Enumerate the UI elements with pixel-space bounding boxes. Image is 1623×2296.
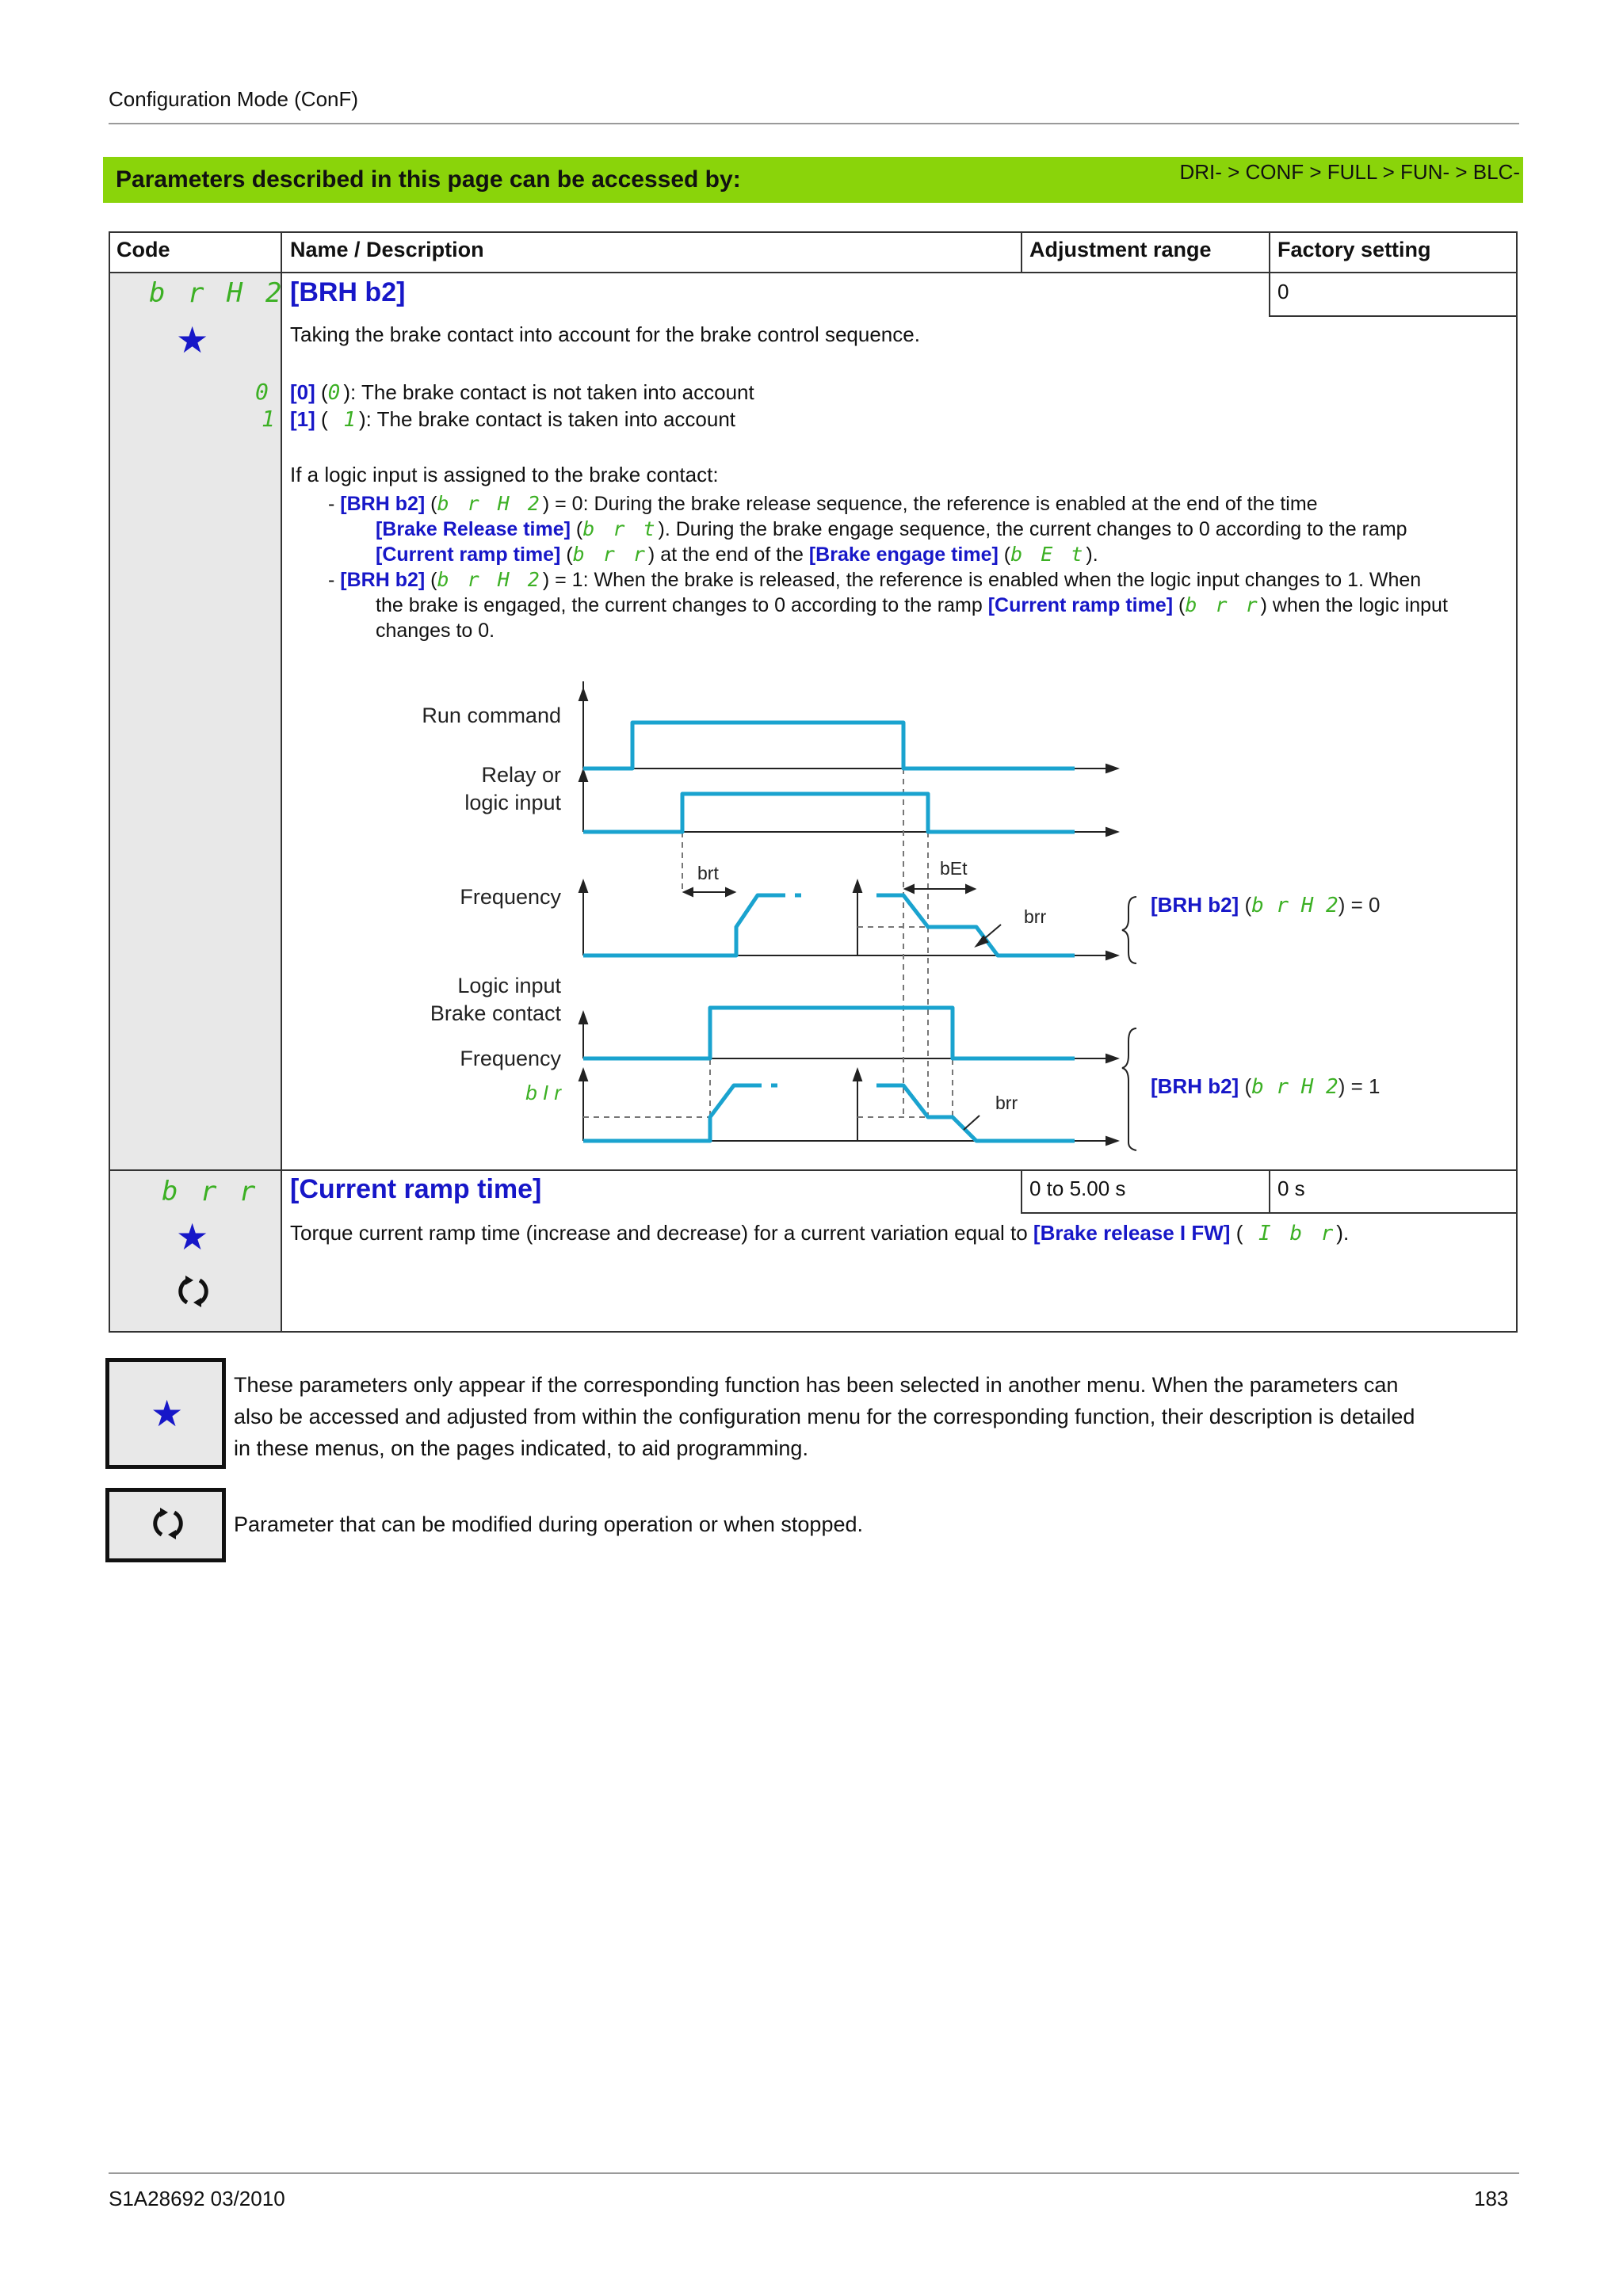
- footer-page-number: 183: [1474, 2187, 1509, 2210]
- bullet2-text1: = 1: When the brake is released, the reference is enabled when the logic input changes to 1. When: [549, 569, 1422, 591]
- header-name-description: Name / Description: [290, 238, 484, 261]
- star-icon: ★: [176, 1216, 209, 1257]
- bet-arrow-l: [905, 885, 914, 893]
- logic-intro: If a logic input is assigned to the brake contact:: [290, 463, 719, 486]
- bullet2-text3: when the logic input: [1266, 594, 1448, 616]
- label-bet: bEt: [940, 858, 968, 879]
- access-banner: [103, 157, 1523, 203]
- axis-relay-harrow: [1106, 828, 1117, 836]
- param-title-brh2: [BRH b2]: [290, 277, 406, 307]
- bullet1-text4: .: [1092, 543, 1098, 566]
- range-brr: 0 to 5.00 s: [1029, 1177, 1126, 1200]
- bullet1-line2: [Brake Release time] (b r t). During the brake engage sequence, the current changes to 0 according to the ramp: [376, 517, 1407, 540]
- option-1-lcd: 1: [327, 408, 359, 432]
- footer-divider: [109, 2172, 1519, 2174]
- case0-value: = 0: [1345, 893, 1381, 917]
- axis-freq1b-arrow: [854, 881, 861, 892]
- bullet1-ref2-lcd: b r r: [572, 543, 648, 566]
- param-title-brr: [Current ramp time]: [290, 1174, 542, 1204]
- code-brr: b r r: [162, 1176, 259, 1207]
- option-0-label: [0]: [290, 380, 315, 404]
- header-divider: [109, 123, 1519, 124]
- brake-timing-diagram: [282, 681, 1515, 1165]
- signal-freq2-start: [583, 1085, 762, 1141]
- signal-freq1-start: [583, 895, 785, 955]
- signal-run-command: [583, 723, 1075, 769]
- axis-logic-arrow: [579, 1013, 587, 1024]
- bullet2-line3: changes to 0.: [376, 620, 495, 642]
- brr2-leader: [964, 1116, 980, 1130]
- bullet2-label: [BRH b2]: [340, 569, 426, 591]
- axis-freq2b-arrow: [854, 1070, 861, 1081]
- case1-value: = 1: [1345, 1074, 1381, 1098]
- option-code-0: 0: [255, 379, 272, 405]
- bullet1-line1: - [BRH b2] (b r H 2) = 0: During the brake release sequence, the reference is enabled at the end of the time: [328, 492, 1318, 515]
- banner-menu-path: DRI- > CONF > FULL > FUN- > BLC-: [1179, 160, 1520, 184]
- row-divider: [109, 1169, 1518, 1171]
- case0-lcd: b r H 2: [1251, 894, 1338, 917]
- label-relay-l1: Relay or: [481, 763, 561, 787]
- page-header-title: Configuration Mode (ConF): [109, 87, 359, 111]
- option-0-text: : The brake contact is not taken into account: [350, 380, 754, 404]
- desc-brr-ref-label: [Brake release I FW]: [1033, 1221, 1231, 1245]
- brt-arrow-r: [726, 888, 735, 896]
- label-run-command: Run command: [422, 704, 561, 727]
- case0-line: [BRH b2] (b r H 2) = 0: [1151, 893, 1381, 917]
- row2-cells-bottom: [1021, 1212, 1518, 1214]
- table-col-divider-range: [1021, 231, 1022, 273]
- bullet1-label: [BRH b2]: [340, 493, 426, 515]
- star-icon: ★: [176, 319, 209, 360]
- note-star-box: [105, 1358, 226, 1469]
- desc-brh2: Taking the brake contact into account for the brake control sequence.: [290, 322, 920, 346]
- table-header-divider: [109, 272, 1518, 273]
- axis-run-arrow: [579, 689, 587, 700]
- label-relay-l2: logic input: [464, 791, 561, 814]
- bullet1-ref3-lcd: b E t: [1010, 543, 1086, 566]
- bullet2-text2: the brake is engaged, the current changes to 0 according to the ramp: [376, 594, 988, 616]
- factory-brh2: 0: [1277, 280, 1289, 303]
- table-col-divider-factory: [1269, 231, 1270, 317]
- bet-arrow-r: [966, 885, 975, 893]
- case0-label: [BRH b2]: [1151, 893, 1239, 917]
- note-star-line3: in these menus, on the pages indicated, to aid programming.: [234, 1436, 808, 1460]
- label-logic-l2: Brake contact: [430, 1001, 561, 1025]
- brace-case0: [1122, 897, 1136, 963]
- option-0-lcd: 0: [327, 381, 344, 405]
- brt-arrow-l: [684, 888, 693, 896]
- refresh-icon: [176, 1274, 211, 1309]
- bullet1-ref3-label: [Brake engage time]: [808, 543, 999, 566]
- option-1-text: : The brake contact is taken into account: [365, 407, 736, 431]
- axis-logic-harrow: [1106, 1055, 1117, 1062]
- axis-freq1-harrow: [1106, 952, 1117, 959]
- factory-brr: 0 s: [1277, 1177, 1305, 1200]
- code-brh2: b r H 2: [149, 277, 285, 309]
- banner-title: Parameters described in this page can be accessed by:: [116, 166, 741, 193]
- option-code-1: 1: [262, 406, 278, 432]
- note-refresh-box: [105, 1488, 226, 1562]
- label-brt: brt: [697, 863, 719, 883]
- bullet2-lcd: b r H 2: [437, 568, 543, 591]
- case1-lcd: b r H 2: [1251, 1075, 1338, 1099]
- row2-col-divider-factory: [1269, 1169, 1270, 1214]
- label-frequency-2: Frequency: [460, 1047, 561, 1070]
- bullet2-line2: the brake is engaged, the current changes to 0 according to the ramp [Current ramp time] (b r r) when the logic input: [376, 593, 1448, 616]
- option-0: [0] (0): The brake contact is not taken into account: [290, 380, 754, 405]
- bullet1-line3: [Current ramp time] (b r r) at the end of the [Brake engage time] (b E t).: [376, 543, 1098, 566]
- label-logic-l1: Logic input: [457, 974, 561, 997]
- signal-freq2-stop: [876, 1085, 1075, 1141]
- header-code: Code: [116, 238, 170, 261]
- label-brr-2: brr: [995, 1093, 1018, 1113]
- row2-col-divider-range: [1021, 1169, 1022, 1214]
- note-star-line2: also be accessed and adjusted from within the configuration menu for the corresponding function, their description is detailed: [234, 1405, 1415, 1428]
- refresh-icon: [151, 1506, 185, 1541]
- option-1: [1] ( 1): The brake contact is taken into account: [290, 407, 736, 432]
- desc-brr-ref-lcd: I b r: [1243, 1222, 1337, 1245]
- axis-run-harrow: [1106, 765, 1117, 772]
- case1-label: [BRH b2]: [1151, 1074, 1239, 1098]
- desc-brr-text: Torque current ramp time (increase and decrease) for a current variation equal to: [290, 1221, 1033, 1245]
- bullet1-text2: . During the brake engage sequence, the current changes to 0 according to the ramp: [664, 518, 1407, 540]
- note-refresh-text: Parameter that can be modified during operation or when stopped.: [234, 1512, 863, 1536]
- option-1-label: [1]: [290, 407, 315, 431]
- brace-case1: [1122, 1028, 1136, 1150]
- bullet2-ref-lcd: b r r: [1185, 593, 1261, 616]
- bullet1-lcd: b r H 2: [437, 492, 543, 515]
- star-icon: ★: [151, 1393, 184, 1434]
- label-bir: b I r: [525, 1081, 561, 1104]
- label-brr-1: brr: [1024, 906, 1047, 927]
- signal-relay: [583, 794, 1075, 832]
- bullet1-text3: at the end of the: [655, 543, 809, 566]
- case1-line: [BRH b2] (b r H 2) = 1: [1151, 1074, 1381, 1099]
- bullet2-line1: - [BRH b2] (b r H 2) = 1: When the brake is released, the reference is enabled when the logic input changes to 1. When: [328, 568, 1422, 591]
- desc-brr: Torque current ramp time (increase and decrease) for a current variation equal to [Brake release I FW] ( I b r).: [290, 1221, 1350, 1245]
- axis-freq2-arrow: [579, 1070, 587, 1081]
- factory-cell-bottom: [1269, 315, 1518, 317]
- axis-freq1-arrow: [579, 881, 587, 892]
- header-factory-setting: Factory setting: [1277, 238, 1431, 261]
- note-star-text: [234, 1369, 1415, 1464]
- header-adjustment-range: Adjustment range: [1029, 238, 1212, 261]
- label-frequency-1: Frequency: [460, 885, 561, 909]
- footer-doc-ref: S1A28692 03/2010: [109, 2187, 285, 2210]
- axis-freq2-harrow: [1106, 1137, 1117, 1145]
- bullet1-ref1-lcd: b r t: [582, 517, 659, 540]
- bullet1-ref1-label: [Brake Release time]: [376, 518, 571, 540]
- bullet2-ref-label: [Current ramp time]: [987, 594, 1174, 616]
- axis-relay-arrow: [579, 770, 587, 781]
- note-star-line1: These parameters only appear if the corresponding function has been selected in another menu. When the parameters can: [234, 1373, 1399, 1397]
- signal-logic: [583, 1008, 1075, 1058]
- desc-brr-end: .: [1342, 1221, 1350, 1245]
- bullet1-ref2-label: [Current ramp time]: [376, 543, 561, 566]
- bullet1-text1: = 0: During the brake release sequence, the reference is enabled at the end of the time: [549, 493, 1318, 515]
